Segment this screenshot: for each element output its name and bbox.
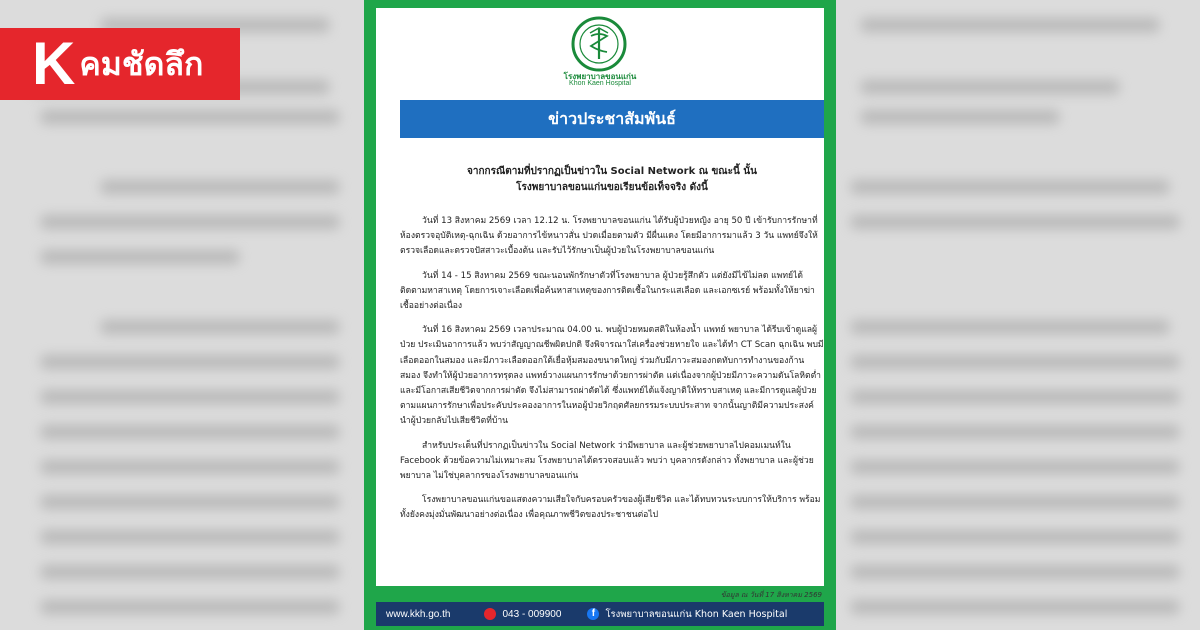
website-link[interactable]: www.kkh.go.th [386, 608, 451, 620]
subheading [400, 164, 824, 196]
statement-paragraph: สำหรับประเด็นที่ปรากฏเป็นข่าวใน Social Network ว่ามีพยาบาล และผู้ช่วยพยาบาลไปคอมเมนท์ใน Facebook ด้วยข้อความไม่เหมาะสม โรงพยาบาลได้ตรวจสอบแล้ว พบว่า บุคลากรดังกล่าว ทั้งพยาบาล และผู้ช่วยพยาบาล ไม่ใช่บุคลากรของโรงพยาบาลขอนแก่น [400, 440, 814, 482]
brand-name: คมชัดลึก [79, 44, 204, 83]
phone-number[interactable]: 043 - 009900 [502, 608, 562, 620]
contact-footer [376, 602, 824, 626]
facebook-icon: f [587, 608, 599, 620]
statement-paragraph: โรงพยาบาลขอนแก่นขอแสดงความเสียใจกับครอบครัวของผู้เสียชีวิต และได้ทบทวนระบบการให้บริการ พร้อมทั้งยังคงมุ่งมั่นพัฒนาอย่างต่อเนื่อง เพื่อคุณภาพชีวิตของประชาชนต่อไป [400, 495, 821, 521]
data-date-note: ข้อมูล ณ วันที่ 17 สิงหาคม 2569 [720, 591, 822, 599]
phone-icon [484, 608, 496, 620]
statement-paragraph: วันที่ 13 สิงหาคม 2569 เวลา 12.12 น. โรงพยาบาลขอนแก่น ได้รับผู้ป่วยหญิง อายุ 50 ปี เข้ารับการรักษาที่ห้องตรวจอุบัติเหตุ-ฉุกเฉิน ด้วยอาการไข้หนาวสั่น ปวดเมื่อยตามตัว มีผื่นแดง โดยมีอาการมาแล้ว 3 วัน แพทย์จึงให้ตรวจเลือดและตรวจปัสสาวะเบื้องต้น และรับไว้รักษาเป็นผู้ป่วยในโรงพยาบาลขอนแก่น [400, 216, 818, 257]
kom-chad-luek-logo[interactable] [0, 28, 240, 100]
press-release-banner: ข่าวประชาสัมพันธ์ [400, 100, 824, 138]
brand-logo-letter: K [32, 30, 76, 97]
statement-body [400, 214, 824, 533]
press-release-sheet [376, 8, 824, 586]
subheading-line: จากกรณีตามที่ปรากฏเป็นข่าวใน Social Network ณ ขณะนี้ นั้น [467, 166, 757, 177]
statement-paragraph: วันที่ 16 สิงหาคม 2569 เวลาประมาณ 04.00 น. พบผู้ป่วยหมดสติในห้องน้ำ แพทย์ พยาบาล ได้รีบเข้าดูแลผู้ป่วย ประเมินอาการแล้ว พบว่าสัญญาณชีพผิดปกติ จึงพิจารณาใส่เครื่องช่วยหายใจ และได้ทำ CT Scan ฉุกเฉิน พบมีเลือดออกในสมอง และมีภาวะเลือดออกใต้เยื่อหุ้มสมองขนาดใหญ่ ร่วมกับมีภาวะสมองกดทับการทำงานของก้านสมอง จึงทำให้ผู้ป่วยอาการทรุดลง แพทย์วางแผนการรักษาด้วยการผ่าตัด แต่เนื่องจากผู้ป่วยมีภาวะความดันโลหิตต่ำ และมีโอกาสเสียชีวิตจากการผ่าตัด จึงไม่สามารถผ่าตัดได้ ซึ่งแพทย์ได้แจ้งญาติให้ทราบสาเหตุ และมีการดูแลผู้ป่วยตามแผนการรักษาเพื่อประคับประคองอาการในหอผู้ป่วยวิกฤตศัลยกรรมระบบประสาท จากนั้นญาติมีความประสงค์นำผู้ป่วยกลับไปเสียชีวิตที่บ้าน [400, 325, 824, 427]
hospital-name-thai: โรงพยาบาลขอนแก่น [563, 72, 637, 81]
statement-paragraph: วันที่ 14 - 15 สิงหาคม 2569 ขณะนอนพักรักษาตัวที่โรงพยาบาล ผู้ป่วยรู้สึกตัว แต่ยังมีไข้ไม่ลด แพทย์ได้ติดตามหาสาเหตุ โดยการเจาะเลือดเพื่อค้นหาสาเหตุของการติดเชื้อในกระแสเลือด และเอกซเรย์ พร้อมทั้งให้ยาฆ่าเชื้ออย่างต่อเนื่อง [400, 270, 815, 312]
subheading-line: โรงพยาบาลขอนแก่นขอเรียนข้อเท็จจริง ดังนี้ [516, 182, 708, 193]
ministry-of-public-health-seal [566, 16, 632, 72]
hospital-name-english: Khon Kaen Hospital [569, 80, 631, 87]
press-release-card [364, 0, 836, 630]
facebook-page-label[interactable]: โรงพยาบาลขอนแก่น Khon Kaen Hospital [605, 608, 788, 620]
